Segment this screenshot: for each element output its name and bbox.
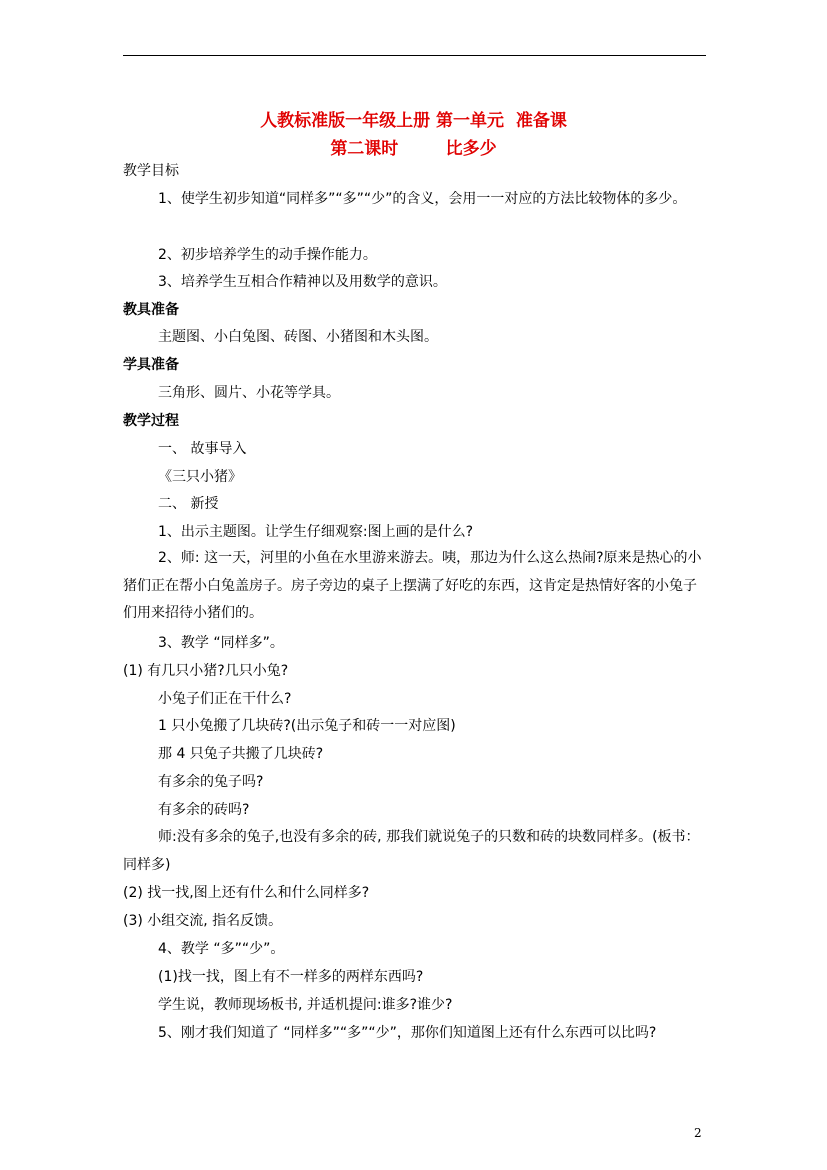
section-heading-process: 教学过程 — [123, 413, 179, 429]
paragraph-goal-3: 3、培养学生互相合作精神以及用数学的意识。 — [158, 274, 447, 290]
paragraph-line: 有多余的兔子吗? — [158, 774, 264, 790]
section-heading-student-aids: 学具准备 — [123, 357, 179, 373]
document-title: 人教标准版一年级上册 第一单元 准备课 — [260, 111, 567, 131]
paragraph-step-2: 二、 新授 — [158, 496, 219, 512]
paragraph-teacher-summary: 师:没有多余的兔子,也没有多余的砖, 那我们就说兔子的只数和砖的块数同样多。(板书：同样多) — [123, 829, 700, 873]
paragraph-item-5: 5、刚才我们知道了 “同样多”“多”“少”，那你们知道图上还有什么东西可以比吗? — [158, 1025, 657, 1041]
lesson-subtitle: 第二课时 比多少 — [330, 139, 497, 159]
paragraph-goal-2: 2、初步培养学生的动手操作能力。 — [158, 247, 377, 263]
paragraph-item-3: 3、教学 “同样多”。 — [158, 635, 284, 651]
section-heading-goals: 教学目标 — [123, 163, 179, 179]
paragraph-line: (1)找一找，图上有不一样多的两样东西吗? — [158, 969, 424, 985]
header-rule — [123, 55, 706, 56]
paragraph-line: 1 只小兔搬了几块砖?(出示兔子和砖一一对应图) — [158, 718, 456, 734]
paragraph-line: 有多余的砖吗? — [158, 802, 250, 818]
paragraph-question-1: (1) 有几只小猪?几只小兔? — [123, 663, 289, 679]
page-number: 2 — [694, 1126, 702, 1140]
paragraph-line: 那 4 只兔子共搬了几块砖? — [158, 746, 324, 762]
paragraph-question-3: (3) 小组交流, 指名反馈。 — [123, 913, 283, 929]
section-heading-teaching-aids: 教具准备 — [123, 302, 179, 318]
paragraph-item-1: 1、出示主题图。让学生仔细观察:图上画的是什么? — [158, 524, 474, 540]
paragraph-teaching-aids: 主题图、小白兔图、砖图、小猪图和木头图。 — [158, 329, 438, 345]
paragraph-goal-1: 1、使学生初步知道“同样多”“多”“少”的含义，会用一一对应的方法比较物体的多少。 — [158, 191, 687, 207]
paragraph-item-2: 2、师: 这一天，河里的小鱼在水里游来游去。咦，那边为什么这么热闹?原来是热心的小猪们正在帮小白兔盖房子。房子旁边的桌子上摆满了好吃的东西，这肯定是热情好客的小兔子们用来招待小猪们的。 — [123, 550, 702, 621]
paragraph-step-1: 一、 故事导入 — [158, 441, 247, 457]
paragraph-story-title: 《三只小猪》 — [158, 469, 242, 485]
paragraph-item-4: 4、教学 “多”“少”。 — [158, 941, 285, 957]
paragraph-line: 小兔子们正在干什么? — [158, 691, 292, 707]
paragraph-line: 学生说，教师现场板书, 并适机提问:谁多?谁少? — [158, 997, 453, 1013]
paragraph-student-aids: 三角形、圆片、小花等学具。 — [158, 385, 340, 401]
paragraph-question-2: (2) 找一找,图上还有什么和什么同样多? — [123, 885, 370, 901]
